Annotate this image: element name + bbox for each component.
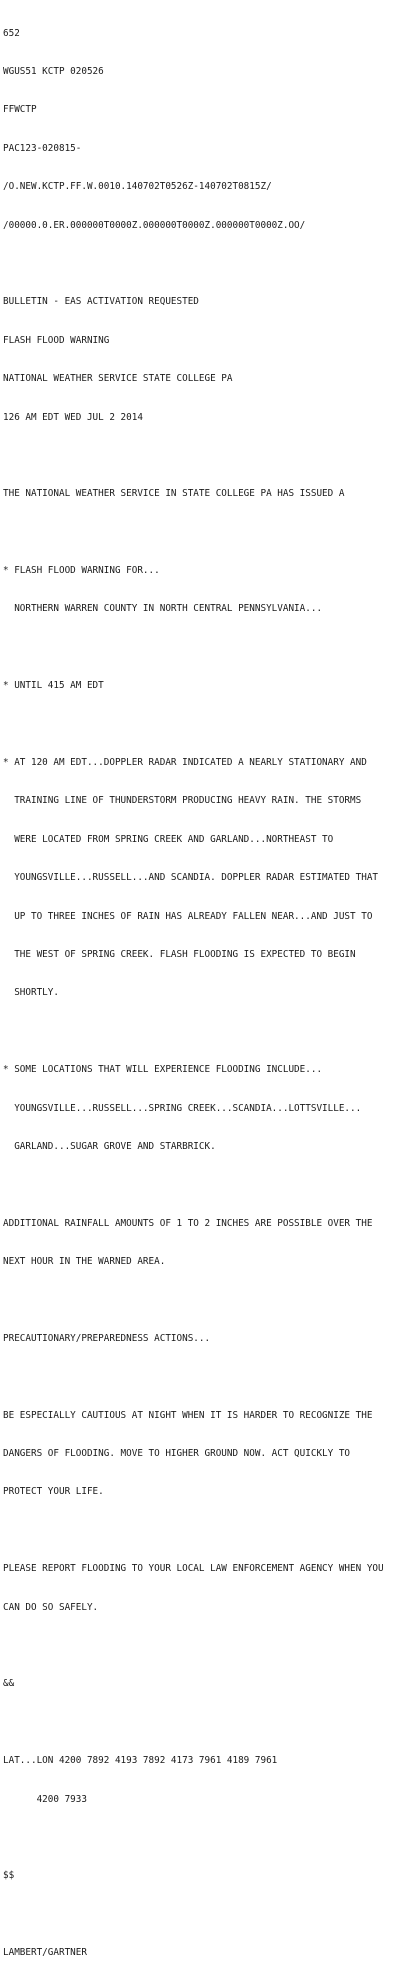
bullet-radar-text: YOUNGSVILLE...RUSSELL...AND SCANDIA. DOPPLER RADAR ESTIMATED THAT <box>3 872 379 884</box>
wmo-header: WGUS51 KCTP 020526 <box>3 65 104 77</box>
blank-line <box>3 719 413 732</box>
rainfall-paragraph: ADDITIONAL RAINFALL AMOUNTS OF 1 TO 2 INCHES ARE POSSIBLE OVER THE <box>3 1217 373 1229</box>
bullet-locations: * SOME LOCATIONS THAT WILL EXPERIENCE FLOODING INCLUDE... <box>3 1064 323 1076</box>
product-number: 652 <box>3 27 20 39</box>
section-separator: && <box>3 1678 15 1690</box>
awips-id: FFWCTP <box>3 104 37 116</box>
blank-line <box>3 1717 413 1730</box>
lat-lon-line: 4200 7933 <box>3 1793 87 1805</box>
rainfall-paragraph: NEXT HOUR IN THE WARNED AREA. <box>3 1256 166 1268</box>
bullet-warning-area: NORTHERN WARREN COUNTY IN NORTH CENTRAL PENNSYLVANIA... <box>3 603 323 615</box>
blank-line <box>3 450 413 463</box>
bullet-until: * UNTIL 415 AM EDT <box>3 680 104 692</box>
end-marker: $$ <box>3 1870 15 1882</box>
blank-line <box>3 1026 413 1039</box>
caution-paragraph: BE ESPECIALLY CAUTIOUS AT NIGHT WHEN IT IS HARDER TO RECOGNIZE THE <box>3 1409 373 1421</box>
blank-line <box>3 1371 413 1384</box>
precaution-heading: PRECAUTIONARY/PREPAREDNESS ACTIONS... <box>3 1332 211 1344</box>
warning-title: FLASH FLOOD WARNING <box>3 334 110 346</box>
blank-line <box>3 1909 413 1922</box>
blank-line <box>3 1640 413 1653</box>
bullet-radar-text: UP TO THREE INCHES OF RAIN HAS ALREADY FALLEN NEAR...AND JUST TO <box>3 910 373 922</box>
blank-line <box>3 527 413 540</box>
blank-line <box>3 1179 413 1192</box>
eas-activation-line: BULLETIN - EAS ACTIVATION REQUESTED <box>3 296 199 308</box>
ugc-code: PAC123-020815- <box>3 142 82 154</box>
caution-paragraph: DANGERS OF FLOODING. MOVE TO HIGHER GROUND NOW. ACT QUICKLY TO <box>3 1448 351 1460</box>
bullet-radar-text: TRAINING LINE OF THUNDERSTORM PRODUCING HEAVY RAIN. THE STORMS <box>3 795 362 807</box>
lat-lon-line: LAT...LON 4200 7892 4193 7892 4173 7961 4189 7961 <box>3 1755 278 1767</box>
bullet-radar-text: * AT 120 AM EDT...DOPPLER RADAR INDICATED A NEARLY STATIONARY AND <box>3 757 367 769</box>
bullet-radar-text: WERE LOCATED FROM SPRING CREEK AND GARLAND...NORTHEAST TO <box>3 833 334 845</box>
intro-line: THE NATIONAL WEATHER SERVICE IN STATE COLLEGE PA HAS ISSUED A <box>3 488 345 500</box>
blank-line <box>3 1525 413 1538</box>
caution-paragraph: PROTECT YOUR LIFE. <box>3 1486 104 1498</box>
bullet-radar-text: THE WEST OF SPRING CREEK. FLASH FLOODING IS EXPECTED TO BEGIN <box>3 948 356 960</box>
report-paragraph: CAN DO SO SAFELY. <box>3 1601 99 1613</box>
bullet-warning-for: * FLASH FLOOD WARNING FOR... <box>3 565 160 577</box>
vtec-code: /O.NEW.KCTP.FF.W.0010.140702T0526Z-140702T0815Z/ <box>3 181 272 193</box>
hvtec-code: /00000.0.ER.000000T0000Z.000000T0000Z.000000T0000Z.OO/ <box>3 219 306 231</box>
forecaster-signature: LAMBERT/GARTNER <box>3 1947 87 1959</box>
blank-line <box>3 258 413 271</box>
issuing-office: NATIONAL WEATHER SERVICE STATE COLLEGE PA <box>3 373 233 385</box>
blank-line <box>3 642 413 655</box>
blank-line <box>3 1294 413 1307</box>
bullet-locations: GARLAND...SUGAR GROVE AND STARBRICK. <box>3 1140 216 1152</box>
report-paragraph: PLEASE REPORT FLOODING TO YOUR LOCAL LAW ENFORCEMENT AGENCY WHEN YOU <box>3 1563 384 1575</box>
blank-line <box>3 1832 413 1845</box>
issue-time: 126 AM EDT WED JUL 2 2014 <box>3 411 143 423</box>
bullet-locations: YOUNGSVILLE...RUSSELL...SPRING CREEK...SCANDIA...LOTTSVILLE... <box>3 1102 362 1114</box>
bullet-radar-text: SHORTLY. <box>3 987 59 999</box>
